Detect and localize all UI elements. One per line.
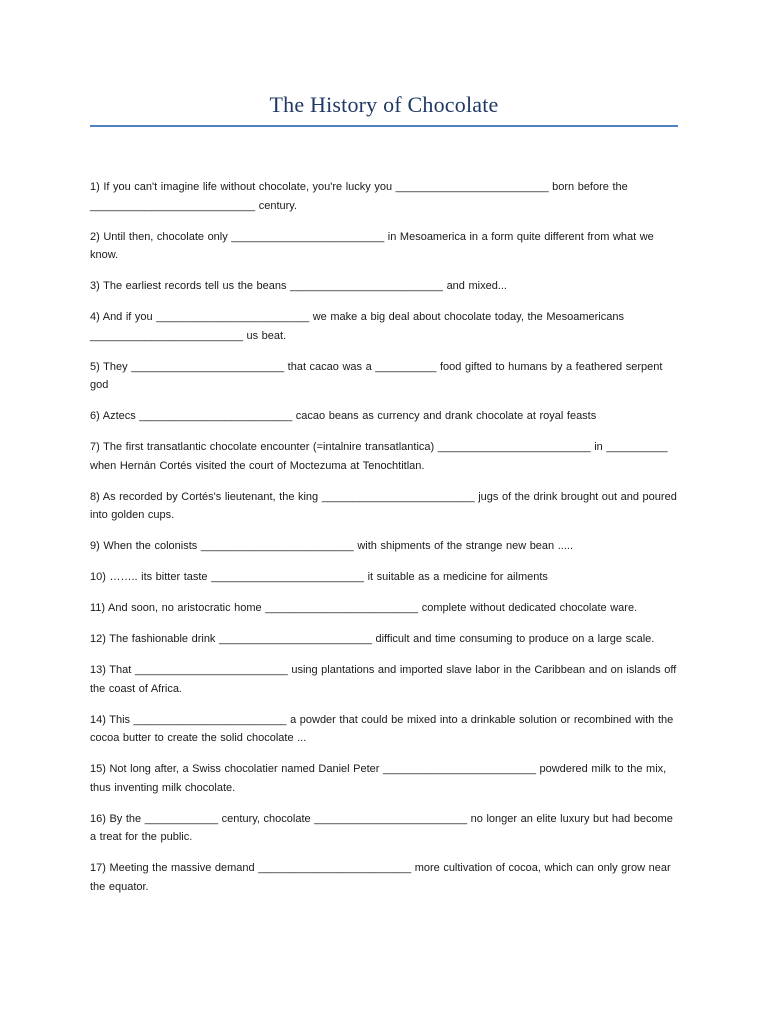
question-13: 13) That _________________________ using plantations and imported slave labor in the Caribbean and on islands off the coast of Africa.: [90, 664, 677, 695]
question-list: [90, 178, 680, 909]
question-10: 10) …….. its bitter taste _________________________ it suitable as a medicine for ailments: [90, 571, 548, 583]
question-17: 17) Meeting the massive demand _________________________ more cultivation of cocoa, which can only grow near the equator.: [90, 862, 671, 893]
question-2: 2) Until then, chocolate only _________________________ in Mesoamerica in a form quite different from what we know.: [90, 230, 654, 261]
title-underline: [90, 125, 678, 127]
question-14: 14) This _________________________ a powder that could be mixed into a drinkable solution or recombined with the cocoa butter to create the solid chocolate ...: [90, 713, 674, 744]
question-3: 3) The earliest records tell us the beans _________________________ and mixed...: [90, 280, 507, 292]
question-12: 12) The fashionable drink _________________________ difficult and time consuming to produce on a large scale.: [90, 633, 655, 645]
question-16: 16) By the ____________ century, chocolate _________________________ no longer an elite luxury but had become a treat for the public.: [90, 812, 673, 843]
question-9: 9) When the colonists _________________________ with shipments of the strange new bean .....: [90, 540, 574, 552]
question-1: 1) If you can't imagine life without chocolate, you're lucky you _________________________ born before the ___________________________ century.: [90, 181, 628, 212]
question-4: 4) And if you _________________________ we make a big deal about chocolate today, the Mesoamericans _________________________ us beat.: [90, 311, 624, 342]
question-11: 11) And soon, no aristocratic home _________________________ complete without dedicated chocolate ware.: [90, 602, 638, 614]
question-15: 15) Not long after, a Swiss chocolatier named Daniel Peter _________________________ powdered milk to the mix, thus inventing milk chocolate.: [90, 763, 667, 794]
question-6: 6) Aztecs _________________________ cacao beans as currency and drank chocolate at royal feasts: [90, 410, 597, 422]
question-5: 5) They _________________________ that cacao was a __________ food gifted to humans by a feathered serpent god: [90, 360, 663, 391]
page-title: The History of Chocolate: [269, 92, 499, 117]
question-7: 7) The first transatlantic chocolate encounter (=intalnire transatlantica) _________________________ in __________ when Hernán Cortés visited the court of Moctezuma at Tenochtitlan.: [90, 441, 668, 472]
question-8: 8) As recorded by Cortés's lieutenant, the king _________________________ jugs of the drink brought out and poured into golden cups.: [90, 490, 677, 521]
